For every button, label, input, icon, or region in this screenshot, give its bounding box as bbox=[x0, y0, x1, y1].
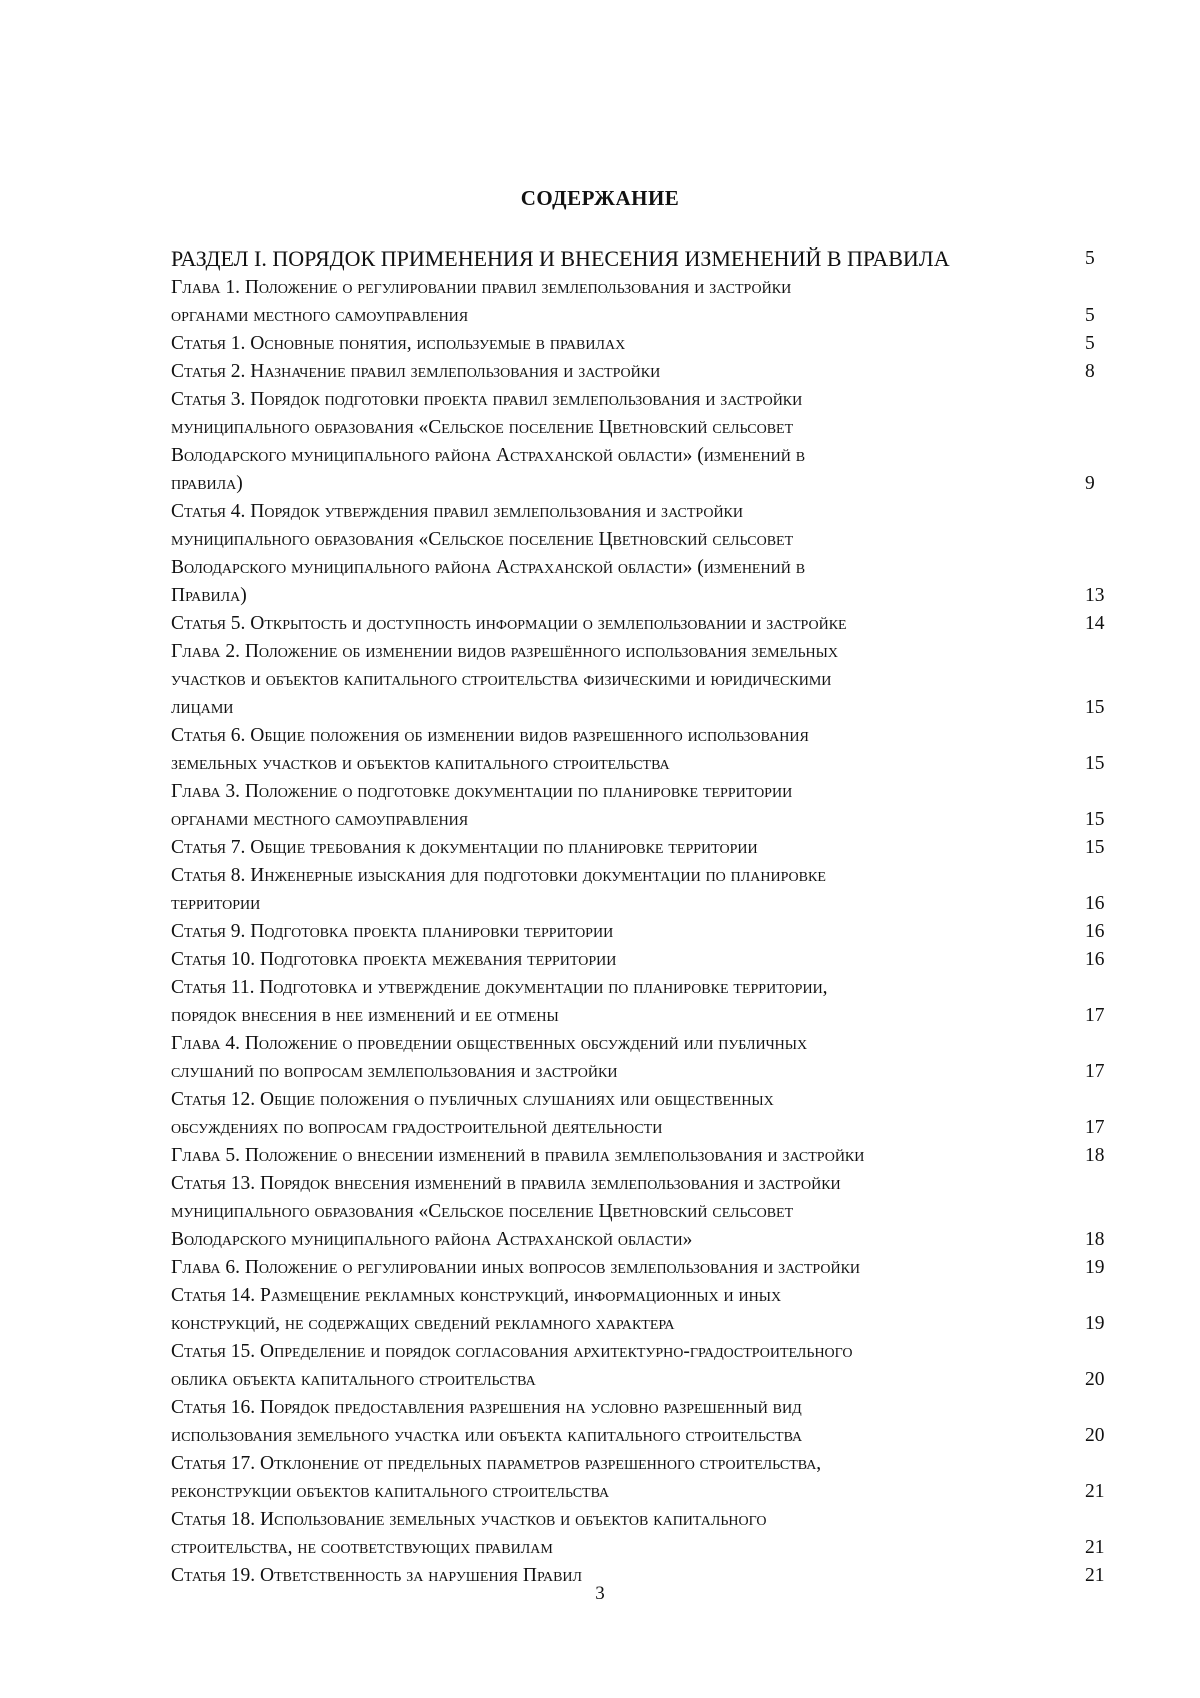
toc-entry[interactable] bbox=[171, 862, 1131, 918]
toc-entry-page: 15 bbox=[1085, 809, 1105, 830]
toc-entry[interactable] bbox=[171, 834, 1131, 862]
toc-entry-line: РАЗДЕЛ I. ПОРЯДОК ПРИМЕНЕНИЯ И ВНЕСЕНИЯ ИЗМЕНЕНИЙ В ПРАВИЛА bbox=[171, 246, 950, 271]
toc-entry[interactable] bbox=[171, 1282, 1131, 1338]
toc-entry-page: 13 bbox=[1085, 585, 1105, 606]
toc-entry[interactable] bbox=[171, 1506, 1131, 1562]
toc-entry-line: органами местного самоуправления bbox=[171, 809, 469, 830]
toc-entry-page: 5 bbox=[1085, 248, 1095, 269]
toc-entry-line: Глава 2. Положение об изменении видов разрешённого использования земельных bbox=[171, 641, 838, 662]
toc-entry-page: 16 bbox=[1085, 893, 1105, 914]
toc-entry[interactable] bbox=[171, 946, 1131, 974]
toc-entry-line: облика объекта капитального строительства bbox=[171, 1369, 536, 1390]
toc-entry[interactable] bbox=[171, 918, 1131, 946]
toc-entry[interactable] bbox=[171, 974, 1131, 1030]
toc-entry-line: Володарского муниципального района Астраханской области» (изменений в bbox=[171, 445, 806, 466]
toc-entry[interactable] bbox=[171, 274, 1131, 330]
toc-entry-page: 17 bbox=[1085, 1061, 1105, 1082]
toc-entry-title bbox=[171, 1394, 1085, 1450]
toc-entry-line: Володарского муниципального района Астраханской области» (изменений в bbox=[171, 557, 806, 578]
toc-entry-page: 8 bbox=[1085, 361, 1095, 382]
toc-entry-line: Статья 12. Общие положения о публичных слушаниях или общественных bbox=[171, 1089, 774, 1110]
toc-entry-page: 17 bbox=[1085, 1117, 1105, 1138]
toc-entry-page: 9 bbox=[1085, 473, 1095, 494]
toc-entry-line: Статья 10. Подготовка проекта межевания территории bbox=[171, 949, 617, 970]
toc-entry-page: 21 bbox=[1085, 1481, 1105, 1502]
toc-entry[interactable] bbox=[171, 1450, 1131, 1506]
toc-entry-line: Статья 19. Ответственность за нарушения Правил bbox=[171, 1565, 583, 1586]
toc-entry-page: 21 bbox=[1085, 1565, 1105, 1586]
toc-entry-title bbox=[171, 834, 1085, 862]
toc-entry-line: строительства, не соответствующих правилам bbox=[171, 1537, 553, 1558]
toc-entry-line: реконструкции объектов капитального строительства bbox=[171, 1481, 610, 1502]
page-number: 3 bbox=[595, 1583, 605, 1604]
toc-entry-line: Глава 4. Положение о проведении общественных обсуждений или публичных bbox=[171, 1033, 808, 1054]
toc-entry-line: земельных участков и объектов капитального строительства bbox=[171, 753, 670, 774]
toc-entry-line: правила) bbox=[171, 473, 243, 494]
toc-title: СОДЕРЖАНИЕ bbox=[520, 186, 680, 210]
toc-entry-title bbox=[171, 1450, 1085, 1506]
toc-entry-line: Глава 1. Положение о регулировании правил землепользования и застройки bbox=[171, 277, 792, 298]
toc-entry-line: Статья 1. Основные понятия, используемые в правилах bbox=[171, 333, 626, 354]
toc-entry-line: Статья 16. Порядок предоставления разрешения на условно разрешенный вид bbox=[171, 1397, 802, 1418]
toc-entry-line: Глава 3. Положение о подготовке документации по планировке территории bbox=[171, 781, 793, 802]
toc-entry[interactable] bbox=[171, 1254, 1131, 1282]
toc-entry-line: муниципального образования «Сельское поселение Цветновский сельсовет bbox=[171, 1201, 794, 1222]
toc-entry-title bbox=[171, 1282, 1085, 1338]
toc-entry-title bbox=[171, 946, 1085, 974]
toc-entry-line: лицами bbox=[171, 697, 234, 718]
toc-entry[interactable] bbox=[171, 386, 1131, 498]
toc-entry-line: конструкций, не содержащих сведений рекламного характера bbox=[171, 1313, 675, 1334]
toc-entry-page: 5 bbox=[1085, 305, 1095, 326]
toc-entry[interactable] bbox=[171, 1086, 1131, 1142]
toc-entry-page: 15 bbox=[1085, 697, 1105, 718]
toc-entry-page: 20 bbox=[1085, 1425, 1105, 1446]
toc-entry-line: органами местного самоуправления bbox=[171, 305, 469, 326]
toc-entry-page: 17 bbox=[1085, 1005, 1105, 1026]
toc-section-entry[interactable] bbox=[171, 244, 1131, 274]
toc-entry-line: Статья 14. Размещение рекламных конструкций, информационных и иных bbox=[171, 1285, 782, 1306]
toc-entry-line: слушаний по вопросам землепользования и застройки bbox=[171, 1061, 618, 1082]
toc-entry-line: обсуждениях по вопросам градостроительной деятельности bbox=[171, 1117, 663, 1138]
toc-entry[interactable] bbox=[171, 498, 1131, 610]
toc-entry-title bbox=[171, 1254, 1085, 1282]
toc-entry[interactable] bbox=[171, 1170, 1131, 1254]
toc-entry-page: 20 bbox=[1085, 1369, 1105, 1390]
toc-entry-title bbox=[171, 918, 1085, 946]
toc-entry-line: порядок внесения в нее изменений и ее отмены bbox=[171, 1005, 559, 1026]
toc-entry[interactable] bbox=[171, 1338, 1131, 1394]
toc-entry-page: 21 bbox=[1085, 1537, 1105, 1558]
toc-entry-title bbox=[171, 610, 1085, 638]
toc-entry-line: Статья 4. Порядок утверждения правил землепользования и застройки bbox=[171, 501, 744, 522]
toc-entry-title bbox=[171, 358, 1085, 386]
toc-entry-line: Статья 15. Определение и порядок согласования архитектурно-градостроительного bbox=[171, 1341, 853, 1362]
toc-entry-line: Глава 5. Положение о внесении изменений в правила землепользования и застройки bbox=[171, 1145, 865, 1166]
toc-entry-title bbox=[171, 638, 1085, 722]
toc-entry-line: Глава 6. Положение о регулировании иных вопросов землепользования и застройки bbox=[171, 1257, 861, 1278]
toc-entry-page: 5 bbox=[1085, 333, 1095, 354]
toc-entry-line: Статья 18. Использование земельных участков и объектов капитального bbox=[171, 1509, 767, 1530]
toc-entry-title bbox=[171, 1506, 1085, 1562]
toc-entry-page: 14 bbox=[1085, 613, 1105, 634]
toc-entry-title bbox=[171, 1030, 1085, 1086]
toc-entry-page: 16 bbox=[1085, 949, 1105, 970]
toc-entry-title bbox=[171, 1170, 1085, 1254]
toc-entry-title bbox=[171, 862, 1085, 918]
toc-entry-line: Статья 8. Инженерные изыскания для подготовки документации по планировке bbox=[171, 865, 826, 886]
toc-entry-title bbox=[171, 330, 1085, 358]
toc-entry-title bbox=[171, 1142, 1085, 1170]
toc-entry-line: Статья 2. Назначение правил землепользования и застройки bbox=[171, 361, 661, 382]
toc-entry-page: 15 bbox=[1085, 753, 1105, 774]
toc-entry-page: 16 bbox=[1085, 921, 1105, 942]
toc-entry-page: 15 bbox=[1085, 837, 1105, 858]
table-of-contents bbox=[171, 244, 1131, 1590]
toc-entry[interactable] bbox=[171, 722, 1131, 778]
toc-entry[interactable] bbox=[171, 778, 1131, 834]
toc-entry-page: 19 bbox=[1085, 1313, 1105, 1334]
toc-entry[interactable] bbox=[171, 1142, 1131, 1170]
toc-entry-line: Статья 3. Порядок подготовки проекта правил землепользования и застройки bbox=[171, 389, 803, 410]
toc-entry-title bbox=[171, 778, 1085, 834]
toc-entry[interactable] bbox=[171, 610, 1131, 638]
toc-entry-title bbox=[171, 974, 1085, 1030]
toc-entry-title bbox=[171, 1086, 1085, 1142]
toc-entry-line: Статья 13. Порядок внесения изменений в правила землепользования и застройки bbox=[171, 1173, 841, 1194]
toc-entry-line: Статья 5. Открытость и доступность информации о землепользовании и застройке bbox=[171, 613, 847, 634]
toc-entry-line: Статья 7. Общие требования к документации по планировке территории bbox=[171, 837, 758, 858]
toc-entry-line: Статья 9. Подготовка проекта планировки территории bbox=[171, 921, 614, 942]
toc-entry-line: Володарского муниципального района Астраханской области» bbox=[171, 1229, 693, 1250]
toc-entry-line: муниципального образования «Сельское поселение Цветновский сельсовет bbox=[171, 417, 794, 438]
toc-entry-line: муниципального образования «Сельское поселение Цветновский сельсовет bbox=[171, 529, 794, 550]
toc-entry-title bbox=[171, 386, 1085, 498]
toc-entry-title bbox=[171, 498, 1085, 610]
toc-entry-page: 18 bbox=[1085, 1229, 1105, 1250]
toc-entry-line: территории bbox=[171, 893, 261, 914]
toc-entry[interactable] bbox=[171, 1394, 1131, 1450]
toc-entry-line: участков и объектов капитального строительства физическими и юридическими bbox=[171, 669, 832, 690]
toc-entry-page: 19 bbox=[1085, 1257, 1105, 1278]
toc-entry-title bbox=[171, 722, 1085, 778]
toc-entry-line: Статья 11. Подготовка и утверждение документации по планировке территории, bbox=[171, 977, 828, 998]
toc-entry-line: Статья 6. Общие положения об изменении видов разрешенного использования bbox=[171, 725, 809, 746]
toc-entry-title bbox=[171, 1338, 1085, 1394]
toc-entry-line: использования земельного участка или объекта капитального строительства bbox=[171, 1425, 803, 1446]
toc-entry-line: Правила) bbox=[171, 585, 247, 606]
toc-entry-title bbox=[171, 244, 1085, 274]
toc-entry-title bbox=[171, 274, 1085, 330]
toc-entry[interactable] bbox=[171, 330, 1131, 358]
toc-entry[interactable] bbox=[171, 358, 1131, 386]
toc-entry-line: Статья 17. Отклонение от предельных параметров разрешенного строительства, bbox=[171, 1453, 822, 1474]
toc-entry-page: 18 bbox=[1085, 1145, 1105, 1166]
toc-entry[interactable] bbox=[171, 638, 1131, 722]
toc-entry[interactable] bbox=[171, 1030, 1131, 1086]
